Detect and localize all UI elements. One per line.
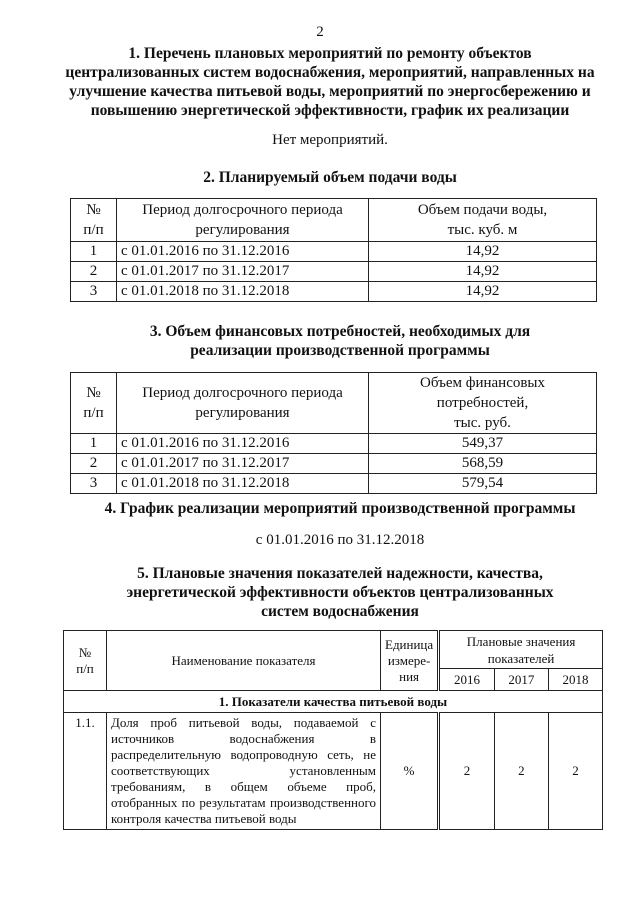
table-row: 3 с 01.01.2018 по 31.12.2018 14,92	[71, 282, 597, 302]
col-year-2016: 2016	[439, 669, 495, 691]
col-year-2017: 2017	[494, 669, 548, 691]
section1-title-line: централизованных систем водоснабжения, мероприятий, направленных на	[65, 64, 595, 81]
section1-title-line: улучшение качества питьевой воды, мероприятий по энергосбережению и	[69, 83, 591, 100]
section5-title-line: 5. Плановые значения показателей надежности, качества,	[137, 565, 543, 582]
section3-title-line: реализации производственной программы	[190, 342, 490, 359]
col-period-header: Период долгосрочного периода регулирования	[117, 199, 369, 242]
col-num-header: № п/п	[64, 631, 107, 691]
table-row: 1 с 01.01.2016 по 31.12.2016 549,37	[71, 434, 597, 454]
group-title: 1. Показатели качества питьевой воды	[64, 691, 603, 713]
section4-title: 4. График реализации мероприятий производственной программы	[104, 500, 576, 517]
col-value-header: Объем подачи воды, тыс. куб. м	[369, 199, 597, 242]
indicators-table	[63, 630, 603, 830]
section1-title-line: повышению энергетической эффективности, график их реализации	[90, 102, 570, 119]
section1-note: Нет мероприятий.	[272, 132, 388, 148]
col-period-header: Период долгосрочного периода регулирования	[117, 373, 369, 434]
table-row: 2 с 01.01.2017 по 31.12.2017 14,92	[71, 262, 597, 282]
section1-title-line: 1. Перечень плановых мероприятий по ремонту объектов	[128, 45, 532, 62]
col-num-header: № п/п	[71, 199, 117, 242]
table-row: 1.1. Доля проб питьевой воды, подаваемой с источников водоснабжения в распределительную водопроводную сеть, не соответствующих установленным требованиям, в общем объеме проб, отобранных по результатам производственного контроля качества питьевой воды % 2 2 2	[64, 713, 603, 830]
section2-title: 2. Планируемый объем подачи воды	[203, 169, 457, 186]
section5-title-line: систем водоснабжения	[261, 603, 419, 620]
financial-needs-table	[70, 372, 597, 494]
table-row: 2 с 01.01.2017 по 31.12.2017 568,59	[71, 454, 597, 474]
section3-title	[80, 322, 600, 360]
col-year-2018: 2018	[548, 669, 602, 691]
col-name-header: Наименование показателя	[107, 631, 381, 691]
col-unit-header: Единица измере- ния	[381, 631, 439, 691]
table-row: 1 с 01.01.2016 по 31.12.2016 14,92	[71, 242, 597, 262]
section3-title-line: 3. Объем финансовых потребностей, необходимых для	[149, 323, 531, 340]
section1-title	[40, 44, 620, 120]
col-value-header: Объем финансовых потребностей, тыс. руб.	[369, 373, 597, 434]
water-supply-table	[70, 198, 597, 302]
section4-period: с 01.01.2016 по 31.12.2018	[255, 532, 425, 548]
section5-title-line: энергетической эффективности объектов централизованных	[126, 584, 554, 601]
section5-title	[60, 564, 620, 621]
col-planned-header: Плановые значения показателей	[439, 631, 603, 669]
page-number: 2	[316, 24, 324, 40]
table-row: 3 с 01.01.2018 по 31.12.2018 579,54	[71, 474, 597, 494]
col-num-header: № п/п	[71, 373, 117, 434]
